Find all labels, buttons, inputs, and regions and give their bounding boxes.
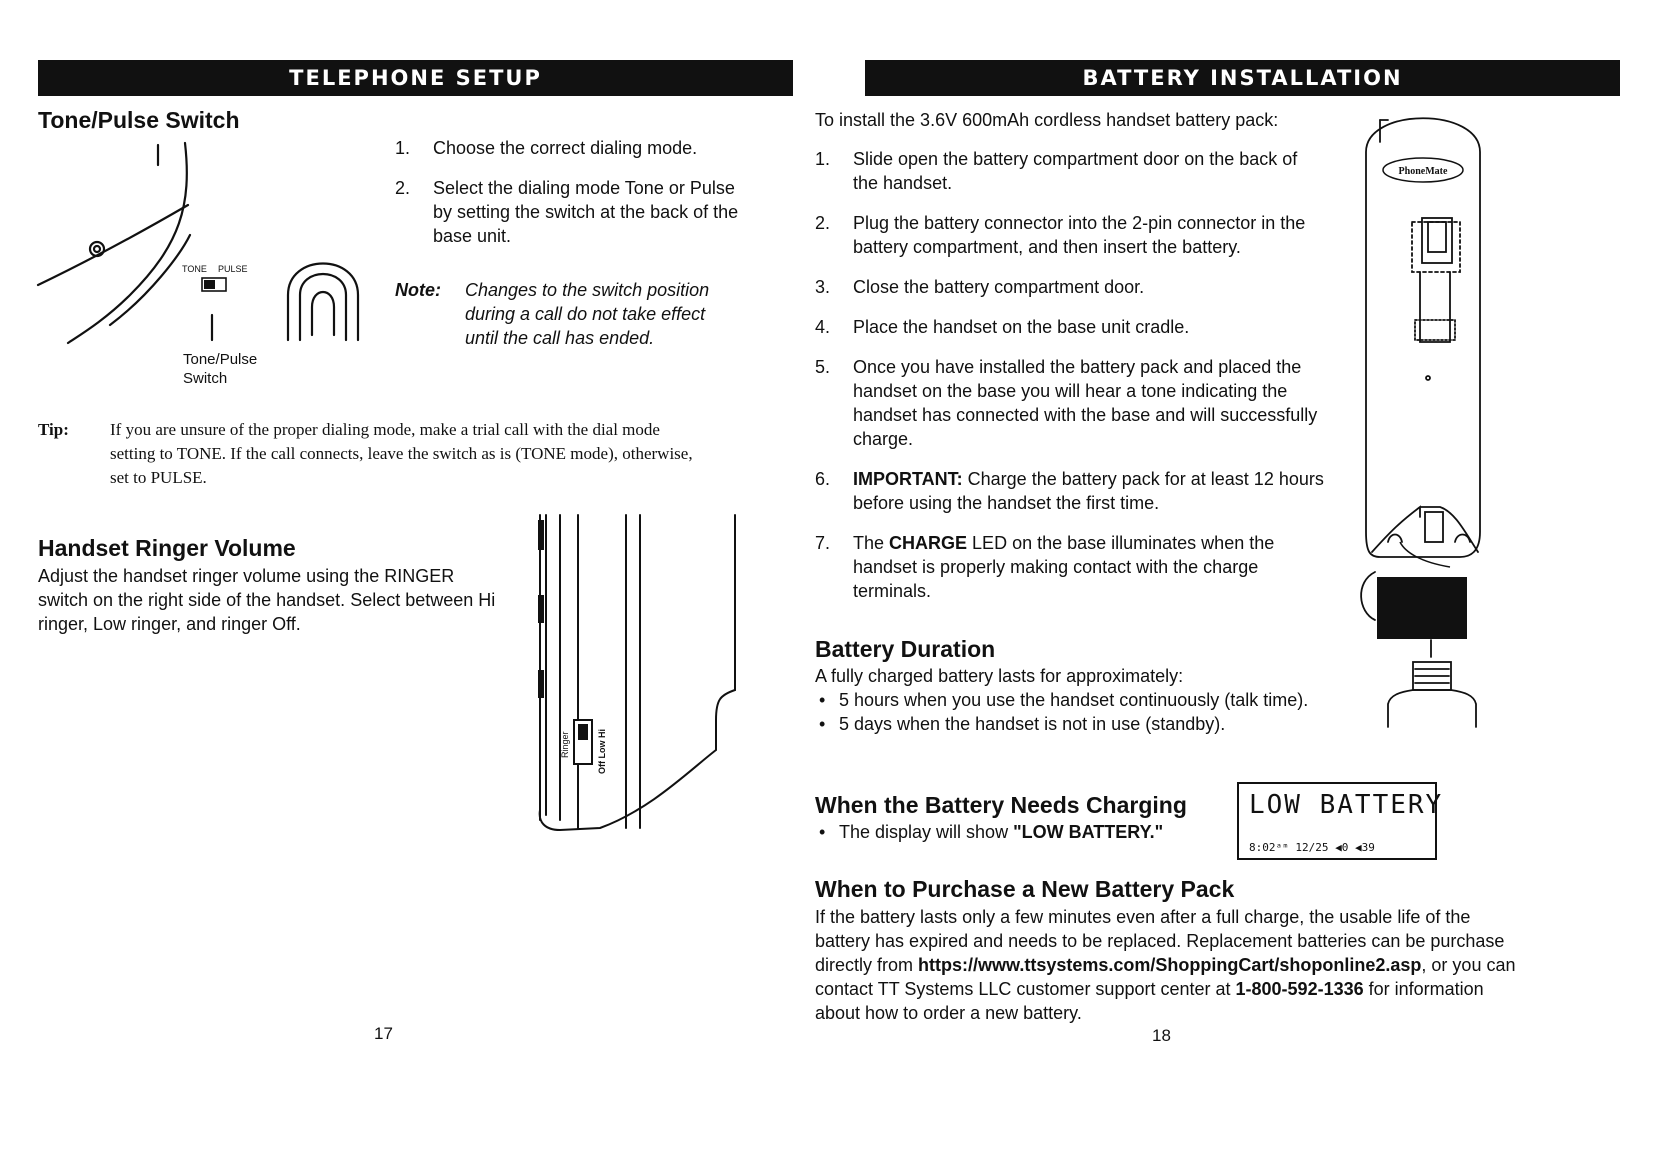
list-item: • The display will show "LOW BATTERY."	[815, 820, 1215, 844]
handset-logo-text: PhoneMate	[1398, 166, 1448, 177]
support-phone: 1-800-592-1336	[1235, 979, 1364, 999]
ringer-positions-label: Off Low Hi	[597, 729, 607, 774]
note-text: Changes to the switch position during a call do not take effect until the call has ended.	[465, 280, 710, 348]
step-item: 7. The CHARGE LED on the base illuminates when the handset is properly making contact with the charge terminals.	[815, 533, 1275, 601]
battery-intro: To install the 3.6V 600mAh cordless handset battery pack:	[815, 110, 1279, 130]
step-item: 5. Once you have installed the battery pack and placed the handset on the base you will hear a tone indicating the handset has connected with the base and will successfully charge.	[815, 357, 1318, 449]
tone-pulse-caption	[183, 350, 257, 388]
needs-charging-heading: When the Battery Needs Charging	[815, 792, 1187, 818]
step-item: 3. Close the battery compartment door.	[815, 277, 1145, 297]
tone-pulse-steps	[395, 136, 740, 264]
step-item: 6. IMPORTANT: Charge the battery pack for at least 12 hours before using the handset the first time.	[815, 469, 1324, 513]
step-item: 2. Plug the battery connector into the 2-pin connector in the battery compartment, and then insert the battery.	[815, 213, 1306, 257]
tone-label: TONE	[182, 264, 207, 274]
tip-text: If you are unsure of the proper dialing mode, make a trial call with the dial mode setting to TONE. If the call connects, leave the switch as is (TONE mode), otherwise, set to PULSE.	[110, 420, 693, 487]
pulse-label: PULSE	[218, 264, 248, 274]
step-item: 4. Place the handset on the base unit cradle.	[815, 317, 1190, 337]
duration-bullets	[815, 688, 1315, 736]
handset-battery-illustration	[1360, 112, 1490, 737]
base-unit-switch-illustration	[30, 135, 390, 355]
page-number-18: 18	[1152, 1026, 1171, 1045]
ringer-text: Adjust the handset ringer volume using the RINGER switch on the right side of the handset. Select between Hi ringer, Low ringer, and ringer Off.	[38, 566, 496, 634]
ringer-switch-label: Ringer	[560, 731, 570, 758]
handset-logo-badge	[1383, 158, 1463, 182]
purchase-text: If the battery lasts only a few minutes even after a full charge, the usable life of the battery has expired and needs to be replaced. Replacement batteries can be purchase directly from https://www.ttsystems.com/ShoppingCart/shoponline2.asp, or you can contact TT Systems LLC customer support center at 1-800-592-1336 for information about how to order a new battery.	[815, 907, 1516, 1023]
battery-steps	[815, 147, 1325, 619]
caption-line-2: Switch	[183, 370, 228, 387]
purchase-url-link[interactable]: https://www.ttsystems.com/ShoppingCart/shoponline2.asp	[918, 955, 1422, 975]
list-item: • 5 days when the handset is not in use (standby).	[815, 712, 1315, 736]
battery-duration-heading: Battery Duration	[815, 636, 996, 662]
note-label: Note:	[395, 280, 441, 300]
lcd-main-text: LOW BATTERY	[1249, 790, 1444, 820]
side-button-icon	[538, 595, 544, 623]
lcd-status-line: 8:02ᵃᵐ 12/25 ◀0 ◀39	[1249, 841, 1375, 854]
note-block	[395, 278, 740, 350]
tip-block	[38, 418, 703, 490]
step-item: 2. Select the dialing mode Tone or Pulse by setting the switch at the back of the base unit.	[395, 178, 739, 246]
list-item: • 5 hours when you use the handset continuously (talk time).	[815, 688, 1315, 712]
lcd-display	[1237, 782, 1444, 860]
tone-pulse-switch-icon	[202, 278, 226, 291]
tip-label: Tip:	[38, 420, 69, 439]
caption-line-1: Tone/Pulse	[183, 351, 258, 368]
battery-installation-banner: BATTERY INSTALLATION	[865, 60, 1620, 96]
step-item: 1. Choose the correct dialing mode.	[395, 138, 698, 158]
duration-intro: A fully charged battery lasts for approximately:	[815, 666, 1184, 686]
side-button-icon	[538, 520, 544, 550]
battery-pack-icon	[1377, 577, 1467, 639]
telephone-setup-banner: TELEPHONE SETUP	[38, 60, 793, 96]
ringer-switch-icon	[574, 720, 592, 764]
page-number-17: 17	[374, 1024, 393, 1043]
charging-bullets	[815, 820, 1215, 844]
step-item: 1. Slide open the battery compartment door on the back of the handset.	[815, 149, 1298, 193]
side-button-icon	[538, 670, 544, 698]
right-page	[815, 0, 1659, 1156]
purchase-heading: When to Purchase a New Battery Pack	[815, 876, 1235, 902]
tone-pulse-heading: Tone/Pulse Switch	[38, 107, 240, 133]
handset-side-illustration	[530, 510, 750, 840]
ringer-heading: Handset Ringer Volume	[38, 535, 296, 561]
